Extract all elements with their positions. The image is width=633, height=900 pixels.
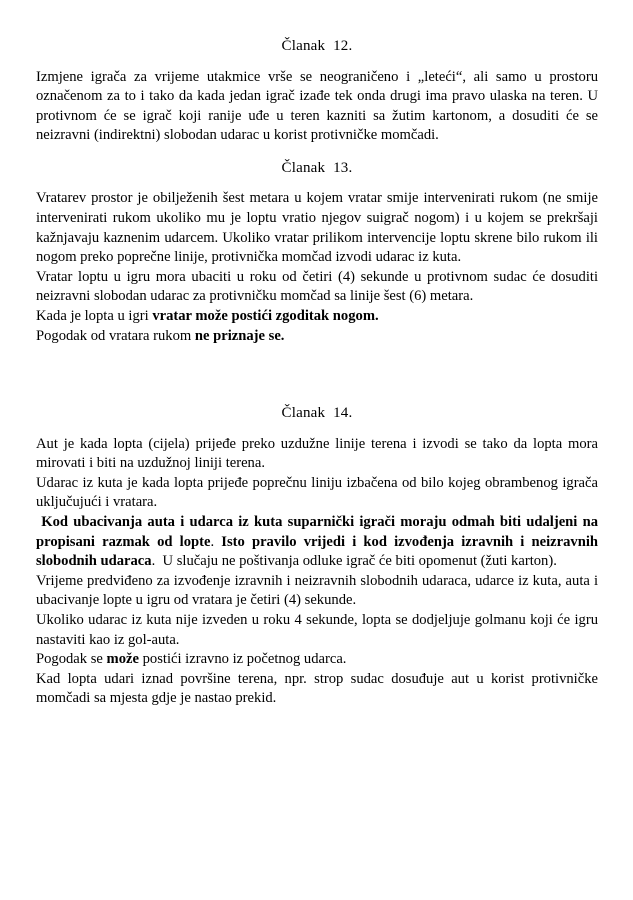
article-section-clanak-12 (36, 37, 598, 146)
text-run: Vratar loptu u igru mora ubaciti u roku od četiri (4) sekunde u protivnom sudac će dosuditi neizravni slobodan udarac za protivničku momčad sa linije šest (6) metara. (36, 268, 598, 305)
text-run: postići izravno iz početnog udarca. (138, 651, 347, 668)
text-run: Vrijeme predviđeno za izvođenje izravnih i neizravnih slobodnih udaraca, udarce iz kuta, auta i ubacivanje lopte u igru od vratara je četiri (4) sekunde. (36, 572, 598, 609)
text-run: Pogodak se (36, 651, 107, 668)
paragraph (36, 68, 598, 146)
paragraph (36, 435, 598, 474)
text-run: Udarac iz kuta je kada lopta prijeđe poprečnu liniju izbačena od bilo kojeg obrambenog igrača uključujući i vratara. (36, 474, 598, 511)
text-run: Vratarev prostor je obilježenih šest metara u kojem vratar smije intervenirati rukom (ne smije intervenirati rukom ukoliko mu je loptu vratio njegov suigrač nogom) i u kojem se prekršaji kažnjavaju kaznenim udarcem. Ukoliko vratar prilikom intervencije loptu skrene bilo rukom ili nogom preko poprečne linije, protivnička momčad izvodi udarac iz kuta. (36, 190, 598, 266)
bold-text-run: ne priznaje se. (194, 327, 285, 344)
article-heading-clanak-14: Članak 14. (281, 405, 353, 422)
paragraph (36, 650, 598, 670)
paragraph (36, 268, 598, 307)
text-run: Pogodak od vratara rukom (36, 327, 195, 344)
paragraph (36, 670, 598, 709)
paragraph (36, 189, 598, 267)
article-heading-clanak-13: Članak 13. (281, 159, 353, 176)
article-section-clanak-14 (36, 404, 598, 709)
text-run: . U slučaju ne poštivanja odluke igrač će biti opomenut (žuti karton). (151, 553, 557, 570)
text-run: Kada je lopta u igri (36, 307, 153, 324)
paragraph (36, 513, 598, 572)
paragraph (36, 474, 598, 513)
paragraph (36, 572, 598, 611)
text-run: Aut je kada lopta (cijela) prijeđe preko uzdužne linije terena i izvodi se tako da lopta mora mirovati i biti na uzdužnoj liniji terena. (36, 435, 598, 472)
text-run: Kad lopta udari iznad površine terena, npr. strop sudac dosuđuje aut u korist protivničke momčadi sa mjesta gdje je nastao prekid. (36, 670, 598, 707)
bold-text-run: vratar može postići zgoditak nogom. (152, 307, 379, 324)
document-body (36, 37, 598, 709)
paragraph (36, 307, 598, 327)
bold-text-run: Isto pravilo vrijedi i kod izvođenja izravnih i neizravnih slobodnih udaraca (36, 533, 599, 570)
bold-text-run: može (106, 651, 139, 668)
text-run: Izmjene igrača za vrijeme utakmice vrše se neograničeno i „leteći“, ali samo u prostoru označenom za to i tako da kada jedan igrač izađe tek onda drugi ima pravo ulaska na teren. U protivnom će se igrač koji ranije uđe u teren kazniti sa žutim kartonom, a dosuditi će se neizravni (indirektni) slobodan udarac u korist protivničke momčadi. (36, 68, 598, 144)
bold-text-run: Kod ubacivanja auta i udarca iz kuta suparnički igrači moraju odmah biti udaljeni na propisani razmak od lopte (36, 514, 598, 550)
paragraph (36, 327, 598, 347)
paragraph (36, 611, 598, 650)
text-run: Ukoliko udarac iz kuta nije izveden u roku 4 sekunde, lopta se dodjeljuje golmanu koji će igru nastaviti kao iz gol-auta. (36, 611, 598, 648)
text-run: . (210, 533, 222, 550)
article-section-clanak-13 (36, 159, 598, 346)
article-heading-clanak-12: Članak 12. (281, 38, 353, 54)
